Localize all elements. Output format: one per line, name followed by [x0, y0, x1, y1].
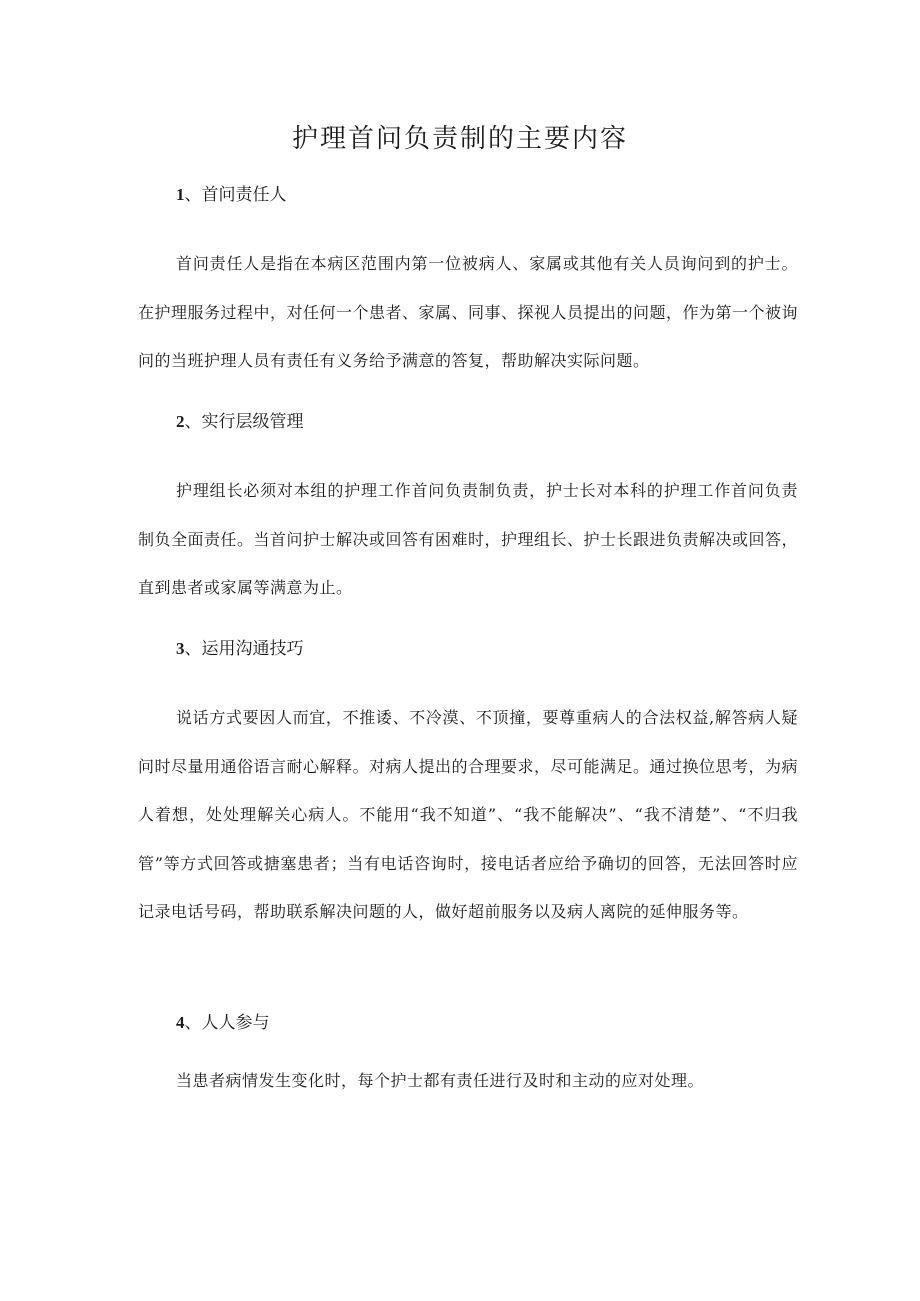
section-4-separator: 、	[184, 1013, 202, 1033]
section-4-number: 4	[176, 1013, 185, 1032]
section-4-title: 人人参与	[201, 1013, 270, 1033]
section-3-number: 3	[176, 639, 185, 658]
section-2-number: 2	[176, 412, 185, 431]
section-3-separator: 、	[184, 639, 202, 659]
section-2-title: 实行层级管理	[201, 412, 304, 432]
section-2-heading	[176, 407, 304, 432]
section-2-body: 护理组长必须对本组的护理工作首问负责制负责，护士长对本科的护理工作首问负责制负全面责任。当首问护士解决或回答有困难时，护理组长、护士长跟进负责解决或回答，直到患者或家属等满意为止。	[138, 481, 799, 597]
section-1-title: 首问责任人	[201, 185, 287, 205]
section-3-title: 运用沟通技巧	[201, 639, 304, 659]
section-1-heading	[176, 180, 287, 205]
section-1-number: 1	[176, 185, 185, 204]
section-3-body: 说话方式要因人而宜，不推诿、不冷漠、不顶撞，要尊重病人的合法权益,解答病人疑问时尽量用通俗语言耐心解释。对病人提出的合理要求，尽可能满足。通过换位思考，为病人着想，处处理解关心病人。不能用“我不知道”、“我不能解决”、“我不清楚”、“不归我管”等方式回答或搪塞患者；当有电话咨询时，接电话者应给予确切的回答，无法回答时应记录电话号码，帮助联系解决问题的人，做好超前服务以及病人离院的延伸服务等。	[138, 708, 799, 921]
section-2-separator: 、	[184, 412, 202, 432]
section-3-heading	[176, 634, 304, 659]
section-1-separator: 、	[184, 185, 202, 205]
section-4-body: 当患者病情发生变化时，每个护士都有责任进行及时和主动的应对处理。	[176, 1071, 705, 1090]
section-4-heading	[176, 1008, 270, 1033]
section-1-body: 首问责任人是指在本病区范围内第一位被病人、家属或其他有关人员询问到的护士。在护理服务过程中，对任何一个患者、家属、同事、探视人员提出的问题，作为第一个被询问的当班护理人员有责任有义务给予满意的答复，帮助解决实际问题。	[138, 254, 799, 370]
document-title: 护理首问负责制的主要内容	[291, 124, 628, 154]
